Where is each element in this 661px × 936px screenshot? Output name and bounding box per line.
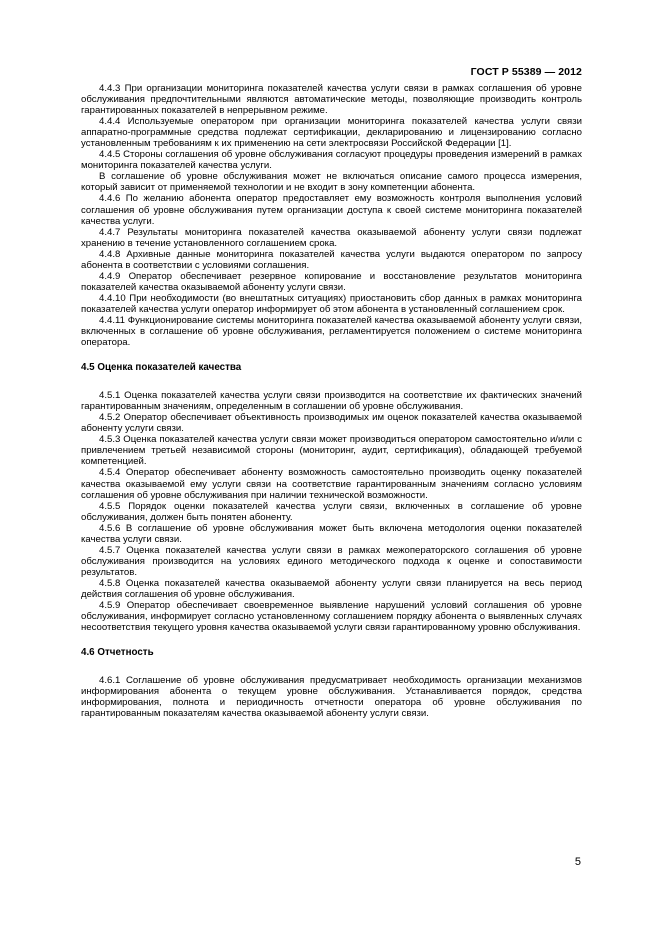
- page-number: 5: [574, 856, 581, 868]
- paragraph-4-5-5: 4.5.5 Порядок оценки показателей качества услуги связи, включенных в соглашение об уровне обслуживания, должен быть понятен абоненту.: [81, 500, 582, 523]
- paragraph-4-4-7: 4.4.7 Результаты мониторинга показателей качества оказываемой абоненту услуги связи подлежат хранению в течение установленного соглашением срока.: [81, 226, 582, 249]
- paragraph-4-6-1: 4.6.1 Соглашение об уровне обслуживания предусматривает необходимость организации механизмов информирования абонента о текущем уровне обслуживания. Устанавливается порядок, средства информирования, полнота и периодичность отчетности оператора об уровне обслуживания по гарантированным показателям качества оказываемой абоненту услуги связи.: [81, 675, 582, 720]
- paragraph-4-4-5-note: В соглашение об уровне обслуживания может не включаться описание самого процесса измерения, который зависит от применяемой технологии и не входит в зону компетенции абонента.: [81, 171, 582, 194]
- paragraph-4-5-9: 4.5.9 Оператор обеспечивает своевременное выявление нарушений условий соглашения об уровне обслуживания, информирует согласно установленному соглашением порядку абонента о выявленных случаях несоответствия текущего уровня качества оказываемой услуги связи гарантированному уровню обслуживания.: [81, 600, 582, 634]
- paragraph-4-5-7: 4.5.7 Оценка показателей качества услуги связи в рамках межоператорского соглашения об уровне обслуживания производится на условиях единого методического подхода к оценке и сопоставимости результатов.: [81, 544, 582, 578]
- paragraph-4-4-11: 4.4.11 Функционирование системы мониторинга показателей качества оказываемой абоненту услуги связи, включенных в соглашение об уровне обслуживания, регламентируется положением о системе мониторинга оператора.: [81, 314, 582, 349]
- paragraph-4-4-4: 4.4.4 Используемые оператором при организации мониторинга показателей качества услуги связи аппаратно-программные средства подлежат сертификации, декларированию и лицензированию согласно установленным требованиям к их применению на сети электросвязи Российской Федерации [1].: [81, 116, 582, 150]
- paragraph-4-5-1: 4.5.1 Оценка показателей качества услуги связи производится на соответствие их фактических значений гарантированным значениям, определенным в соглашении об уровне обслуживания.: [81, 390, 582, 413]
- document-body: [81, 83, 582, 719]
- document-header: ГОСТ Р 55389 — 2012: [470, 66, 582, 78]
- paragraph-4-4-9: 4.4.9 Оператор обеспечивает резервное копирование и восстановление результатов мониторинга показателей качества оказываемой абоненту услуги связи.: [81, 270, 582, 293]
- paragraph-4-4-6: 4.4.6 По желанию абонента оператор предоставляет ему возможность контроля выполнения условий соглашения об уровне обслуживания путем организации доступа к своей системе мониторинга показателей качества услуги.: [81, 193, 582, 227]
- paragraph-4-5-2: 4.5.2 Оператор обеспечивает объективность производимых им оценок показателей качества оказываемой абоненту услуги связи.: [81, 412, 582, 435]
- section-heading-4-5: 4.5 Оценка показателей качества: [81, 362, 242, 374]
- paragraph-4-4-10: 4.4.10 При необходимости (во внештатных ситуациях) приостановить сбор данных в рамках мониторинга показателей качества услуги оператор информирует об этом абонента в установленный соглашением срок.: [81, 292, 582, 315]
- paragraph-4-4-3: 4.4.3 При организации мониторинга показателей качества услуги связи в рамках соглашения об уровне обслуживания предпочтительными являются автоматические методы, позволяющие производить контроль гарантированных показателей в непрерывном режиме.: [81, 83, 582, 117]
- paragraph-4-4-8: 4.4.8 Архивные данные мониторинга показателей качества услуги выдаются оператором по запросу абонента в соответствии с условиями соглашения.: [81, 248, 582, 271]
- paragraph-4-5-8: 4.5.8 Оценка показателей качества оказываемой абоненту услуги связи планируется на весь период действия соглашения об уровне обслуживания.: [81, 577, 582, 600]
- paragraph-4-5-6: 4.5.6 В соглашение об уровне обслуживания может быть включена методология оценки показателей качества услуги связи.: [81, 522, 582, 545]
- section-heading-4-6: 4.6 Отчетность: [81, 647, 154, 659]
- paragraph-4-5-4: 4.5.4 Оператор обеспечивает абоненту возможность самостоятельно производить оценку показателей качества оказываемой ему услуги связи на соответствие гарантированным значениям согласно условиям соглашения об уровне обслуживания при наличии технической возможности.: [81, 467, 582, 501]
- paragraph-4-5-3: 4.5.3 Оценка показателей качества услуги связи может производиться оператором самостоятельно и/или с привлечением третьей независимой стороны (мониторинг, аудит, сертификация), обладающей требуемой компетенцией.: [81, 434, 582, 468]
- paragraph-4-4-5: 4.4.5 Стороны соглашения об уровне обслуживания согласуют процедуры проведения измерений в рамках мониторинга показателей качества услуги.: [81, 149, 582, 172]
